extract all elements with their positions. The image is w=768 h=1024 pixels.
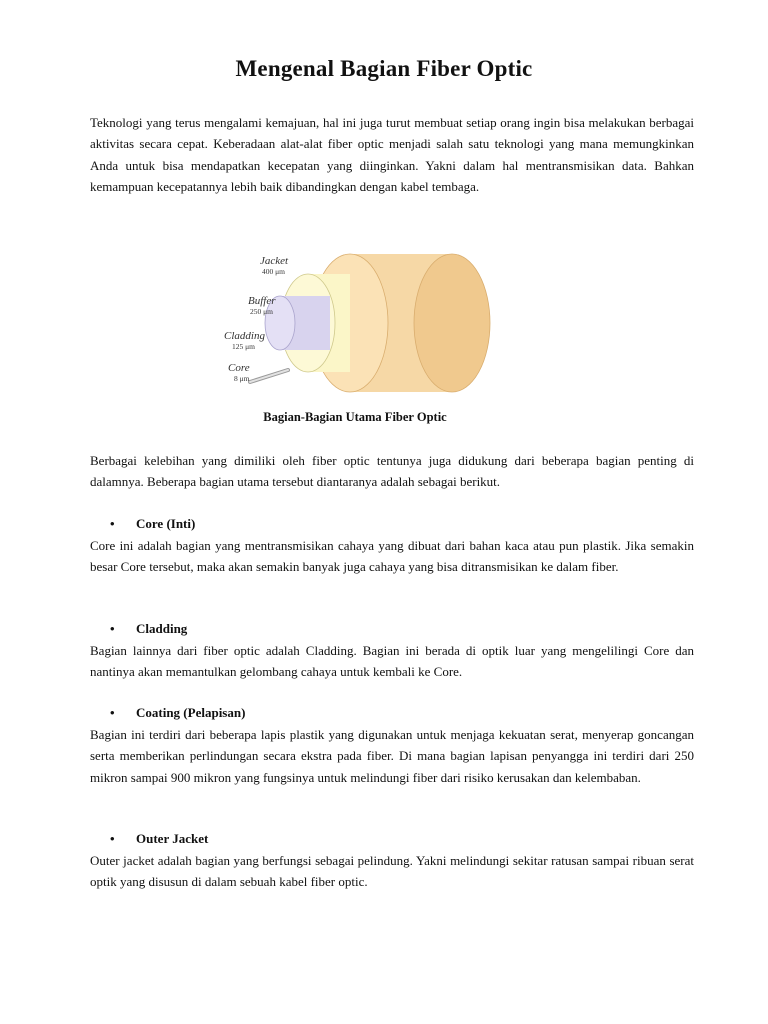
section-heading-core <box>110 516 195 532</box>
body-paragraph: Berbagai kelebihan yang dimiliki oleh fiber optic tentunya juga didukung dari beberapa bagian penting di dalamnya. Beberapa bagian utama tersebut diantaranya adalah sebagai berikut. <box>90 453 694 490</box>
label-core-size: 8 μm <box>234 374 250 383</box>
section-text-core: Core ini adalah bagian yang mentransmisikan cahaya yang dibuat dari bahan kaca atau pun plastik. Jika semakin besar Core tersebut, maka akan semakin banyak juga cahaya yang bisa ditransmisikan ke dalam fiber. <box>90 538 694 575</box>
figure-caption: Bagian-Bagian Utama Fiber Optic <box>263 410 447 424</box>
section-heading-cladding <box>110 621 187 637</box>
label-jacket: Jacket <box>260 255 289 267</box>
label-core: Core <box>228 362 250 374</box>
label-buffer: Buffer <box>248 295 276 307</box>
section-heading-coating <box>110 705 245 721</box>
bullet-icon: • <box>110 516 115 531</box>
section-text-outer-jacket: Outer jacket adalah bagian yang berfungsi sebagai pelindung. Yakni melindungi sekitar ratusan sampai ribuan serat optik yang disusun di dalam sebuah kabel fiber optic. <box>90 853 694 890</box>
section-text-coating: Bagian ini terdiri dari beberapa lapis plastik yang digunakan untuk menjaga kekuatan serat, menyerap goncangan serta memberikan perlindungan secara ekstra pada fiber. Di mana bagian lapisan penyangga ini terdiri dari 250 mikron sampai 900 mikron yang fungsinya untuk melindungi fiber dari risiko kerusakan dan kelembaban. <box>90 727 694 785</box>
fiber-optic-diagram <box>222 238 502 408</box>
section-heading-label: Outer Jacket <box>136 831 209 846</box>
label-buffer-size: 250 μm <box>250 307 273 316</box>
section-heading-outer-jacket <box>110 831 208 847</box>
section-heading-label: Core (Inti) <box>136 516 196 531</box>
section-heading-label: Cladding <box>136 621 188 636</box>
page-title: Mengenal Bagian Fiber Optic <box>235 56 533 81</box>
jacket-end <box>414 254 490 392</box>
label-jacket-size: 400 μm <box>262 267 285 276</box>
label-cladding-size: 125 μm <box>232 342 255 351</box>
bullet-icon: • <box>110 621 115 636</box>
label-cladding: Cladding <box>224 330 265 342</box>
fiber-optic-figure <box>222 238 502 408</box>
bullet-icon: • <box>110 831 115 846</box>
bullet-icon: • <box>110 705 115 720</box>
intro-paragraph: Teknologi yang terus mengalami kemajuan, hal ini juga turut membuat setiap orang ingin bisa melakukan berbagai aktivitas secara cepat. Keberadaan alat-alat fiber optic menjadi salah satu teknologi yang mana memungkinkan Anda untuk bisa mendapatkan kecepatan yang diinginkan. Yakni dalam hal mentransmisikan data. Bahkan kemampuan kecepatannya lebih baik dibandingkan dengan kabel tembaga. <box>90 115 694 194</box>
section-text-cladding: Bagian lainnya dari fiber optic adalah Cladding. Bagian ini berada di optik luar yang mengelilingi Core dan nantinya akan memantulkan gelombang cahaya untuk kembali ke Core. <box>90 643 694 680</box>
section-heading-label: Coating (Pelapisan) <box>136 705 246 720</box>
